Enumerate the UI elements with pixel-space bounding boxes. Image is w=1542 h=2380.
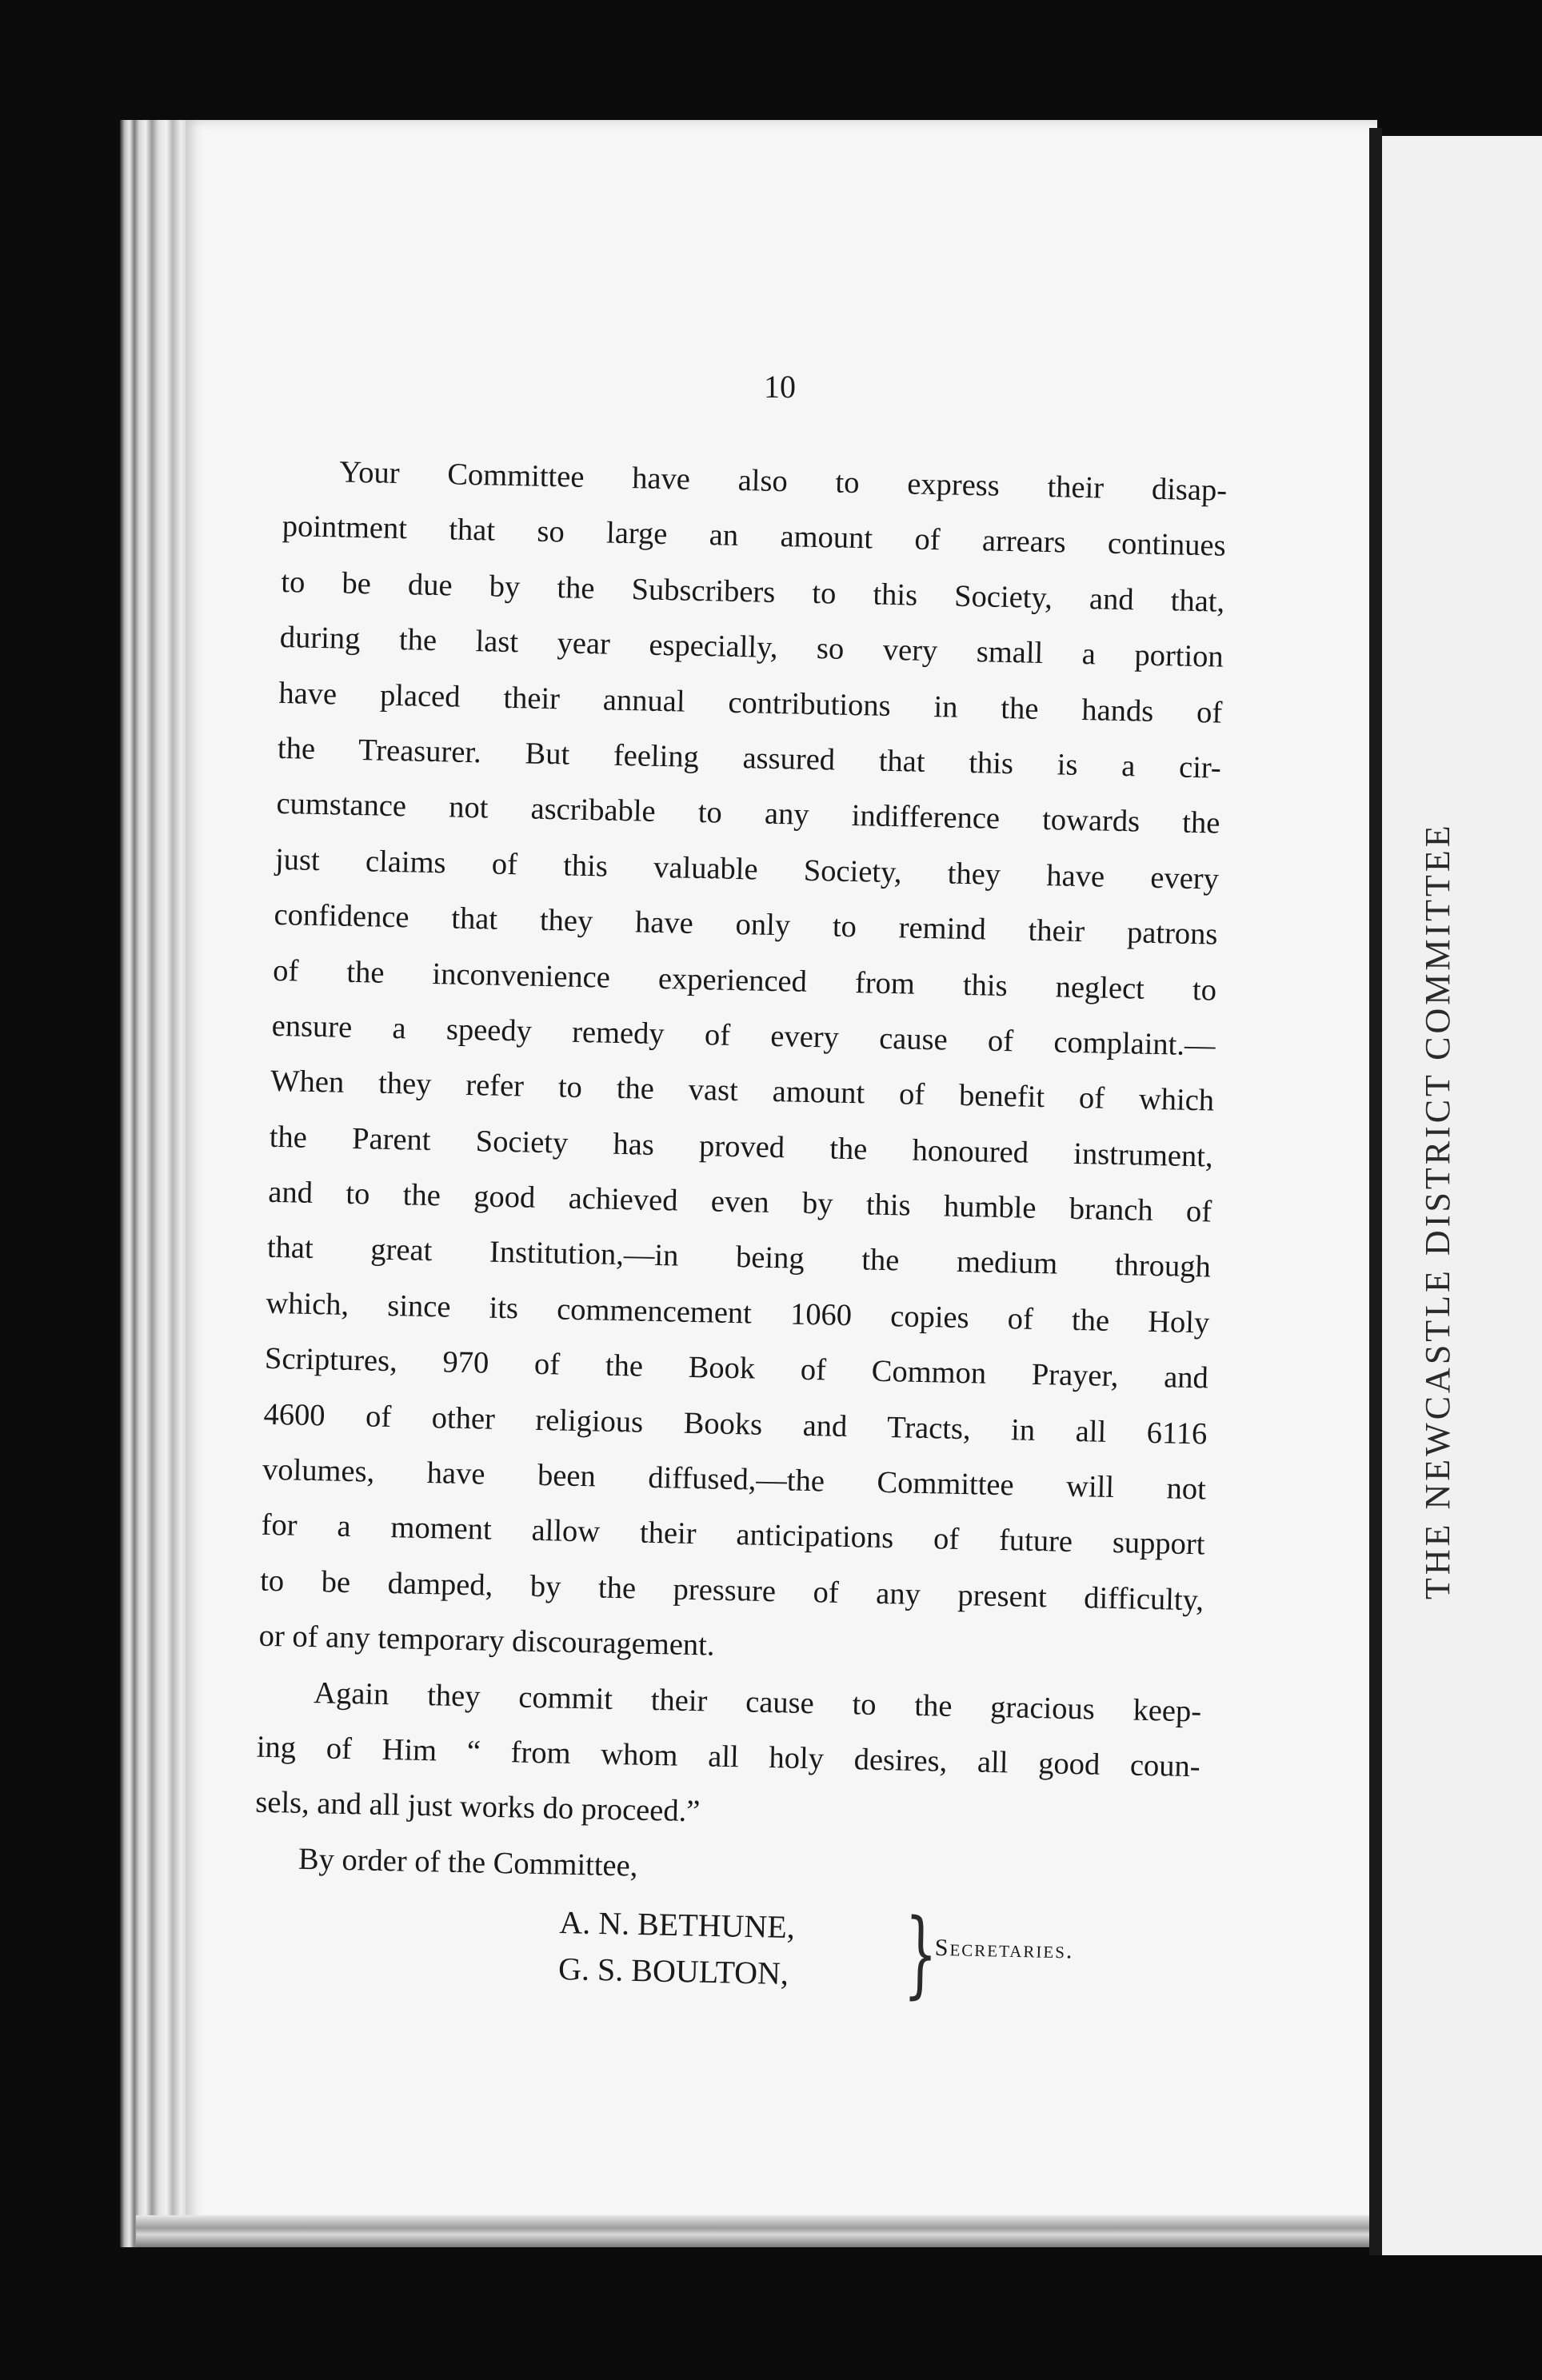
text-line: pointment that so large an amount of arrears continues <box>282 509 1227 564</box>
text-line: Again they commit their cause to the gracious keep- <box>313 1675 1202 1728</box>
page-number: 10 <box>764 369 796 405</box>
text-line: to be due by the Subscribers to this Society, and that, <box>280 565 1225 619</box>
text-line: the Parent Society has proved the honoured instrument, <box>269 1120 1214 1174</box>
text-line: sels, and all just works do proceed.” <box>254 1786 701 1829</box>
text-line: volumes, have been diffused,—the Committee will not <box>262 1452 1207 1507</box>
adjacent-page <box>1382 136 1542 2255</box>
text-line: ing of Him “ from whom all holy desires, all good coun- <box>256 1730 1201 1784</box>
text-line: When they refer to the vast amount of benefit of which <box>270 1064 1215 1118</box>
signatory-name: G. S. BOULTON, <box>557 1950 789 1992</box>
page-edges <box>120 120 192 2247</box>
page-gutter <box>1369 128 1382 2255</box>
text-line: during the last year especially, so very small a portion <box>279 621 1224 674</box>
text-line: ensure a speedy remedy of every cause of complaint.— <box>271 1008 1216 1063</box>
brace-glyph: } <box>903 1898 939 2009</box>
adjacent-page-title: THE NEWCASTLE DISTRICT COMMITTEE <box>1418 822 1457 1599</box>
signatory-names <box>558 1899 796 1997</box>
page-bottom-edge <box>136 2215 1384 2247</box>
text-line: and to the good achieved even by this humble branch of <box>267 1175 1212 1229</box>
text-line: which, since its commencement 1060 copies of the Holy <box>266 1286 1210 1340</box>
text-line: for a moment allow their anticipations of future support <box>261 1508 1205 1562</box>
text-line: have placed their annual contributions in the hands of <box>278 676 1223 730</box>
text-line: confidence that they have only to remind their patrons <box>274 898 1218 952</box>
text-line: the Treasurer. But feeling assured that this is a cir- <box>277 731 1222 785</box>
text-line: cumstance not ascribable to any indifference towards the <box>276 787 1220 841</box>
text-line: to be damped, by the pressure of any present difficulty, <box>259 1563 1204 1618</box>
signature-block <box>557 1899 1280 2027</box>
text-line: or of any temporary discouragement. <box>258 1619 715 1663</box>
closing-line: By order of the Committee, <box>298 1842 638 1883</box>
signatory-name: A. N. BETHUNE, <box>558 1903 796 1946</box>
page-body <box>254 444 1228 1908</box>
text-line: Your Committee have also to express their disap- <box>338 455 1228 508</box>
text-line: Scriptures, 970 of the Book of Common Prayer, and <box>264 1342 1209 1396</box>
signatory-role: Secretaries. <box>934 1934 1074 1964</box>
text-line: that great Institution,—in being the medium through <box>266 1231 1212 1284</box>
text-line: just claims of this valuable Society, they have every <box>274 842 1220 896</box>
text-line: 4600 of other religious Books and Tracts, in all 6116 <box>263 1397 1208 1452</box>
text-line: of the inconvenience experienced from this neglect to <box>272 953 1217 1008</box>
